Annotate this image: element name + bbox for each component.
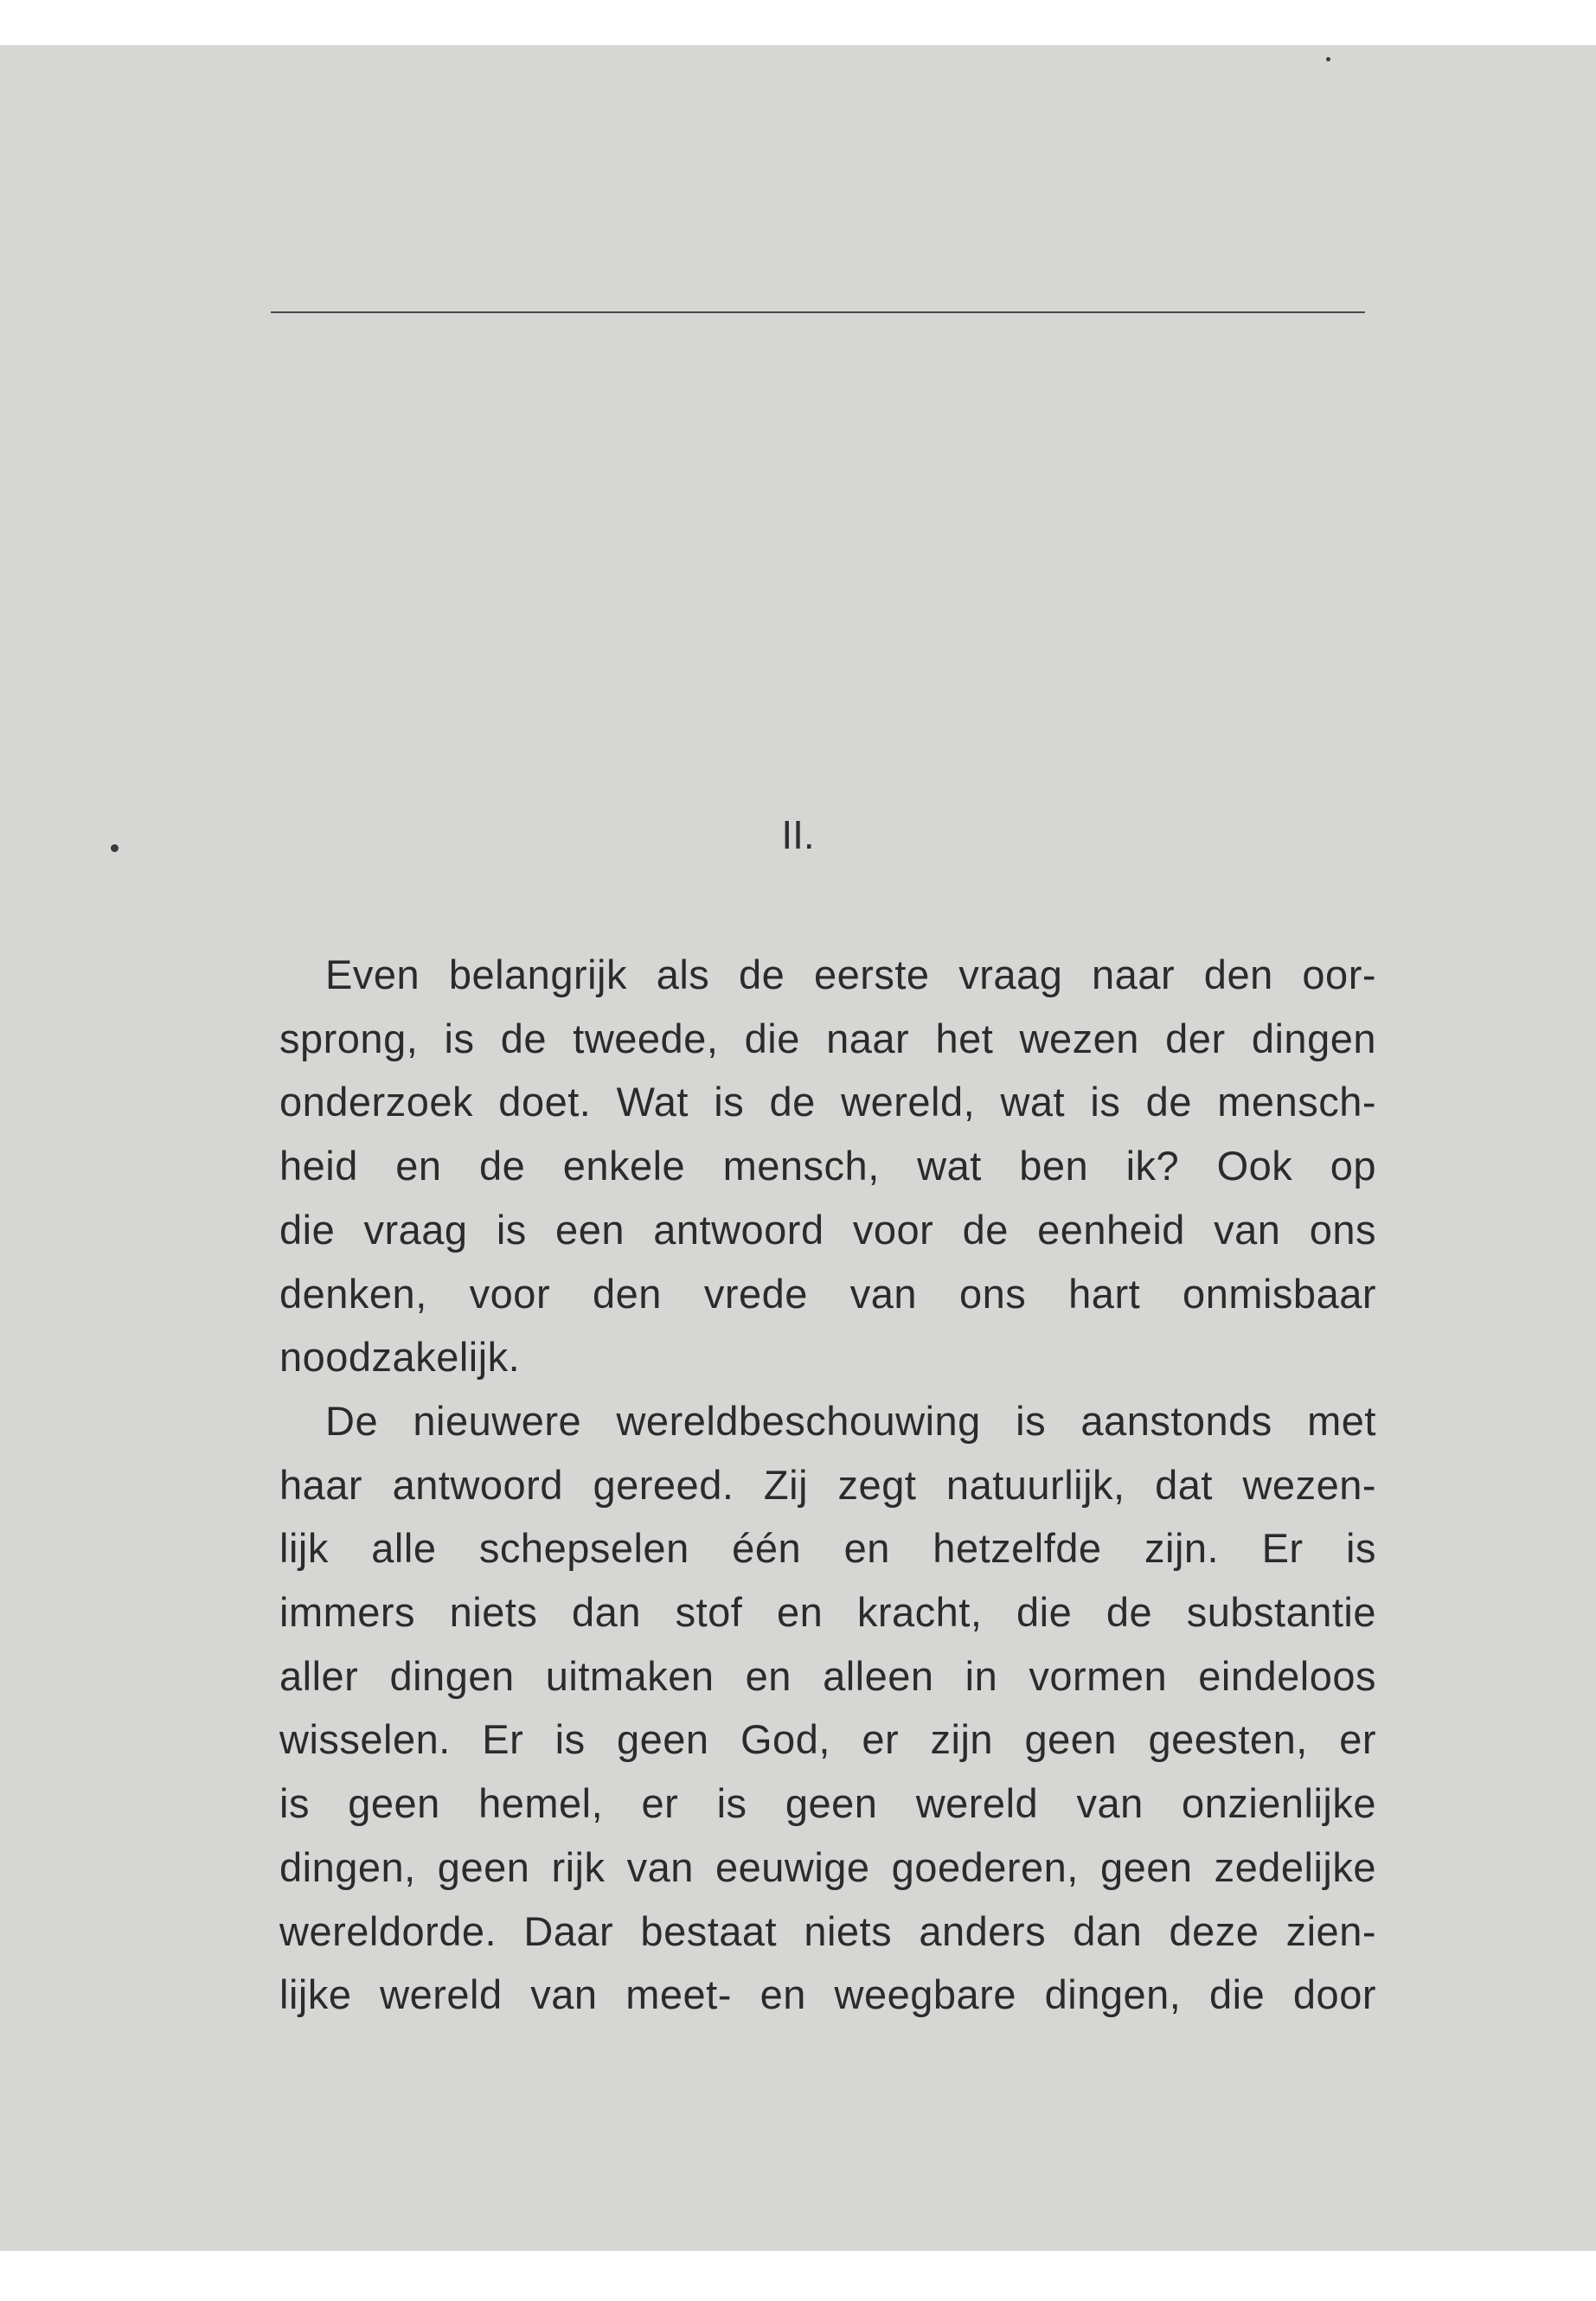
body-text	[279, 943, 1376, 2027]
text-line: aller dingen uitmaken en alleen in vormen eindeloos	[279, 1652, 1376, 1699]
paragraph-1	[279, 943, 1376, 1389]
text-line: lijke wereld van meet- en weegbare dingen, die door	[279, 1971, 1376, 2018]
text-line: Even belangrijk als de eerste vraag naar den oor-	[325, 952, 1376, 997]
text-line: denken, voor den vrede van ons hart onmisbaar	[279, 1270, 1376, 1317]
chapter-number: II.	[781, 812, 815, 857]
text-line: De nieuwere wereldbeschouwing is aanstonds met	[325, 1397, 1376, 1444]
text-line: sprong, is de tweede, die naar het wezen der dingen	[279, 1015, 1376, 1061]
text-line: onderzoek doet. Wat is de wereld, wat is de mensch-	[279, 1079, 1376, 1125]
text-line: die vraag is een antwoord voor de eenheid van ons	[279, 1206, 1376, 1253]
ink-speck	[1326, 57, 1330, 61]
text-line: immers niets dan stof en kracht, die de substantie	[279, 1589, 1376, 1636]
text-line: heid en de enkele mensch, wat ben ik? Ook op	[279, 1143, 1376, 1189]
book-page	[0, 45, 1596, 2251]
text-line: haar antwoord gereed. Zij zegt natuurlijk, dat wezen-	[279, 1461, 1376, 1508]
text-line: wisselen. Er is geen God, er zijn geen geesten, er	[279, 1716, 1376, 1763]
text-line: is geen hemel, er is geen wereld van onzienlijke	[279, 1780, 1376, 1827]
text-line: noodzakelijk.	[279, 1334, 521, 1381]
text-line: lijk alle schepselen één en hetzelfde zijn. Er is	[279, 1525, 1376, 1572]
text-line: dingen, geen rijk van eeuwige goederen, geen zedelijke	[279, 1843, 1376, 1890]
header-rule	[271, 311, 1365, 313]
text-line: wereldorde. Daar bestaat niets anders dan deze zien-	[279, 1907, 1376, 1954]
paragraph-2	[279, 1389, 1376, 2027]
